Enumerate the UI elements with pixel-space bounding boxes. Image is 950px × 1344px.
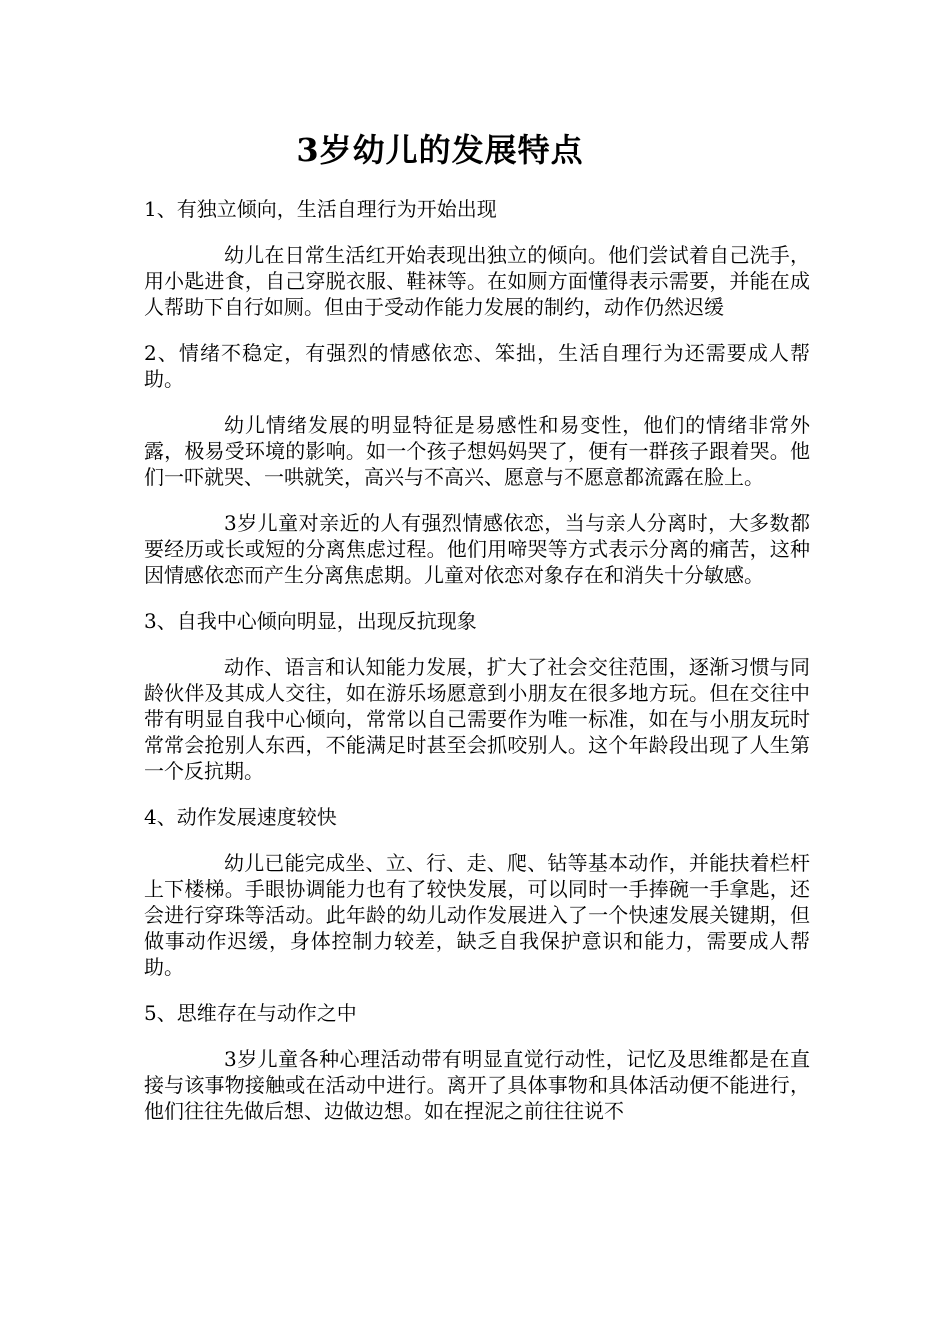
- section-heading-2: 2、情绪不稳定，有强烈的情感依恋、笨拙，生活自理行为还需要成人帮助。: [144, 341, 810, 391]
- section-heading-3: 3、自我中心倾向明显，出现反抗现象: [144, 609, 477, 633]
- document-body: [144, 196, 810, 1144]
- section-heading-5: 5、思维存在与动作之中: [144, 1001, 357, 1025]
- paragraph-2: 幼儿情绪发展的明显特征是易感性和易变性，他们的情绪非常外露，极易受环境的影响。如一个孩子想妈妈哭了，便有一群孩子跟着哭。他们一吓就哭、一哄就笑，高兴与不高兴、愿意与不愿意都流露在脸上。: [144, 413, 810, 489]
- paragraph-3: 3岁儿童对亲近的人有强烈情感依恋，当与亲人分离时，大多数都要经历或长或短的分离焦虑过程。他们用啼哭等方式表示分离的痛苦，这种因情感依恋而产生分离焦虑期。儿童对依恋对象存在和消失十分敏感。: [144, 511, 810, 587]
- section-heading-4: 4、动作发展速度较快: [144, 805, 337, 829]
- document-title: 3岁幼儿的发展特点: [296, 131, 584, 169]
- paragraph-4: 动作、语言和认知能力发展，扩大了社会交往范围，逐渐习惯与同龄伙伴及其成人交往，如在游乐场愿意到小朋友在很多地方玩。但在交往中带有明显自我中心倾向，常常以自己需要作为唯一标准，如在与小朋友玩时常常会抢别人东西，不能满足时甚至会抓咬别人。这个年龄段出现了人生第一个反抗期。: [144, 655, 810, 783]
- paragraph-6: 3岁儿童各种心理活动带有明显直觉行动性，记忆及思维都是在直接与该事物接触或在活动中进行。离开了具体事物和具体活动便不能进行，他们往往先做后想、边做边想。如在捏泥之前往往说不: [144, 1047, 810, 1123]
- section-heading-1: 1、有独立倾向，生活自理行为开始出现: [144, 197, 497, 221]
- paragraph-1: 幼儿在日常生活红开始表现出独立的倾向。他们尝试着自己洗手，用小匙进食，自己穿脱衣服、鞋袜等。在如厕方面懂得表示需要，并能在成人帮助下自行如厕。但由于受动作能力发展的制约，动作仍然迟缓: [144, 243, 810, 319]
- paragraph-5: 幼儿已能完成坐、立、行、走、爬、钻等基本动作，并能扶着栏杆上下楼梯。手眼协调能力也有了较快发展，可以同时一手捧碗一手拿匙，还会进行穿珠等活动。此年龄的幼儿动作发展进入了一个快速发展关键期，但做事动作迟缓，身体控制力较差，缺乏自我保护意识和能力，需要成人帮助。: [144, 851, 810, 979]
